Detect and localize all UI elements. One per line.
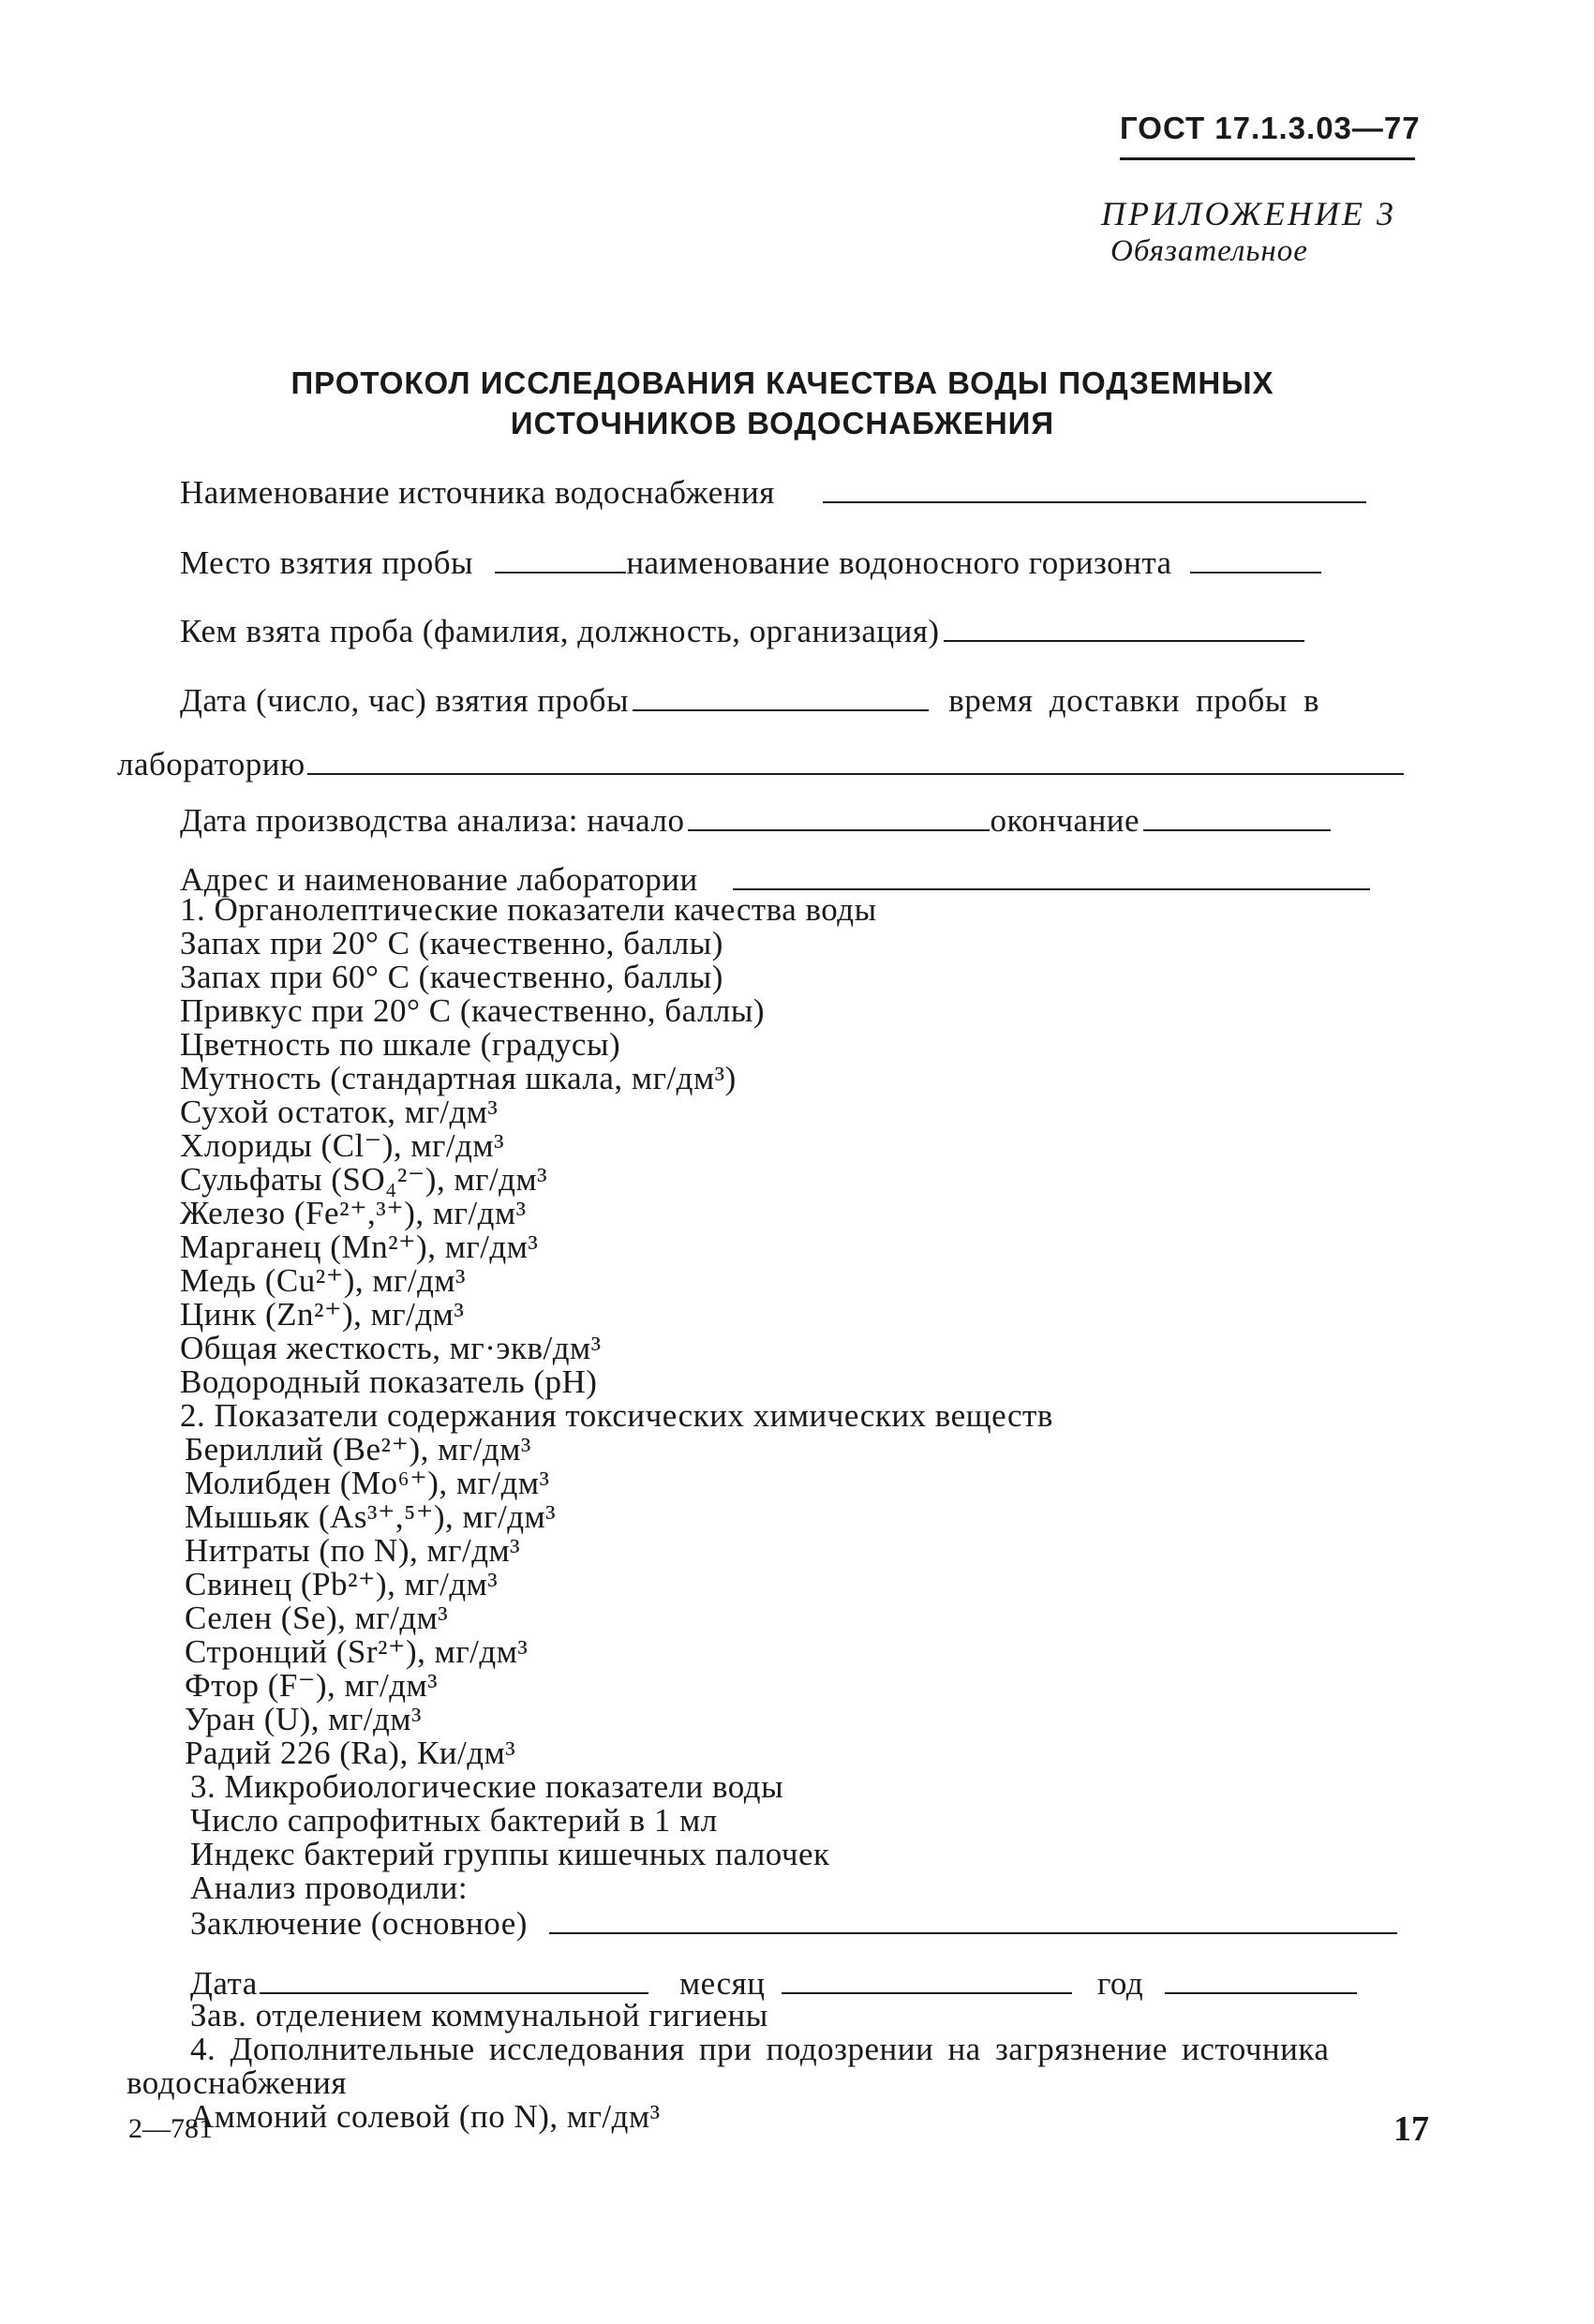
- section3-item: Число сапрофитных бактерий в 1 мл: [190, 1802, 718, 1839]
- section2-item: Бериллий (Be²⁺), мг/дм³: [185, 1431, 531, 1467]
- sample-place-field[interactable]: [495, 544, 626, 574]
- source-name-row: [180, 473, 1366, 512]
- section1-item: Цветность по шкале (градусы): [180, 1026, 621, 1063]
- section2-heading: 2. Показатели содержания токсических химических веществ: [180, 1397, 1053, 1434]
- aquifer-label: наименование водоносного горизонта: [626, 544, 1172, 581]
- section1-item: Сульфаты (SO₄²⁻), мг/дм³: [180, 1161, 548, 1198]
- date-label: Дата: [190, 1965, 258, 2002]
- section2-item: Селен (Se), мг/дм³: [185, 1600, 449, 1636]
- conclusion-row: [190, 1904, 1397, 1943]
- page-number: 17: [1393, 2109, 1429, 2149]
- analysis-date-label: Дата производства анализа: начало: [180, 802, 685, 839]
- section1-item: Марганец (Mn²⁺), мг/дм³: [180, 1229, 539, 1265]
- lab-address-field[interactable]: [733, 860, 1370, 890]
- sample-date-row: [180, 681, 1319, 720]
- section1-item: Цинк (Zn²⁺), мг/дм³: [180, 1296, 465, 1333]
- section1-item: Хлориды (Cl⁻), мг/дм³: [180, 1127, 505, 1164]
- source-name-field[interactable]: [823, 473, 1366, 503]
- section2-item: Нитраты (по N), мг/дм³: [185, 1532, 521, 1569]
- print-code: 2—781: [128, 2113, 213, 2144]
- section3-item: Индекс бактерий группы кишечных палочек: [190, 1836, 830, 1872]
- section4-item: Аммоний солевой (по N), мг/дм³: [190, 2098, 661, 2135]
- document-title-line1: ПРОТОКОЛ ИССЛЕДОВАНИЯ КАЧЕСТВА ВОДЫ ПОДЗЕМНЫХ: [290, 365, 1274, 400]
- year-label: год: [1096, 1965, 1144, 2002]
- conclusion-field[interactable]: [549, 1904, 1397, 1934]
- appendix-label: ПРИЛОЖЕНИЕ 3: [1101, 195, 1396, 232]
- section2-item: Мышьяк (As³⁺,⁵⁺), мг/дм³: [185, 1498, 557, 1535]
- month-field[interactable]: [782, 1964, 1072, 1994]
- sample-place-row: [180, 544, 1321, 582]
- conclusion-label: Заключение (основное): [190, 1905, 528, 1942]
- date-field[interactable]: [260, 1964, 648, 1994]
- section2-item: Стронций (Sr²⁺), мг/дм³: [185, 1633, 529, 1670]
- section1-item: Запах при 60° С (качественно, баллы): [180, 959, 723, 995]
- month-label: месяц: [679, 1965, 766, 2002]
- section1-item: Железо (Fe²⁺,³⁺), мг/дм³: [180, 1195, 527, 1231]
- header-rule: [1120, 157, 1415, 160]
- analysis-start-field[interactable]: [688, 801, 990, 831]
- section1-item: Запах при 20° С (качественно, баллы): [180, 925, 723, 961]
- section3-item: Анализ проводили:: [190, 1870, 469, 1906]
- sampled-by-field[interactable]: [944, 612, 1304, 642]
- section1-item: Мутность (стандартная шкала, мг/дм³): [180, 1060, 737, 1096]
- sample-date-label: Дата (число, час) взятия пробы: [180, 682, 629, 719]
- delivery-time-label: время доставки пробы в: [948, 682, 1320, 719]
- section2-item: Молибден (Mo⁶⁺), мг/дм³: [185, 1465, 550, 1501]
- aquifer-field[interactable]: [1190, 544, 1321, 574]
- source-name-label: Наименование источника водоснабжения: [180, 474, 775, 511]
- section1-item: Медь (Cu²⁺), мг/дм³: [180, 1262, 467, 1299]
- laboratory-label: лабораторию: [117, 746, 305, 782]
- section1-item: Водородный показатель (pH): [180, 1363, 598, 1400]
- document-title-line2: ИСТОЧНИКОВ ВОДОСНАБЖЕНИЯ: [510, 406, 1055, 440]
- section1-item: Общая жесткость, мг·экв/дм³: [180, 1330, 602, 1366]
- section2-item: Свинец (Pb²⁺), мг/дм³: [185, 1566, 499, 1602]
- section1-heading: 1. Органолептические показатели качества воды: [180, 891, 877, 928]
- analysis-end-field[interactable]: [1143, 801, 1331, 831]
- section1-item: Сухой остаток, мг/дм³: [180, 1094, 499, 1130]
- standard-number: ГОСТ 17.1.3.03—77: [1120, 111, 1421, 145]
- section2-item: Фтор (F⁻), мг/дм³: [185, 1667, 439, 1704]
- sample-date-field[interactable]: [633, 681, 929, 711]
- section4-heading-cont: водоснабжения: [127, 2064, 348, 2101]
- section3-heading: 3. Микробиологические показатели воды: [190, 1768, 784, 1805]
- sampled-by-row: [180, 612, 1304, 650]
- lab-address-label: Адрес и наименование лаборатории: [180, 861, 698, 898]
- section2-item: Уран (U), мг/дм³: [185, 1701, 422, 1737]
- appendix-note: Обязательное: [1110, 234, 1308, 268]
- section4-heading: 4. Дополнительные исследования при подозрении на загрязнение источника: [190, 2031, 1330, 2067]
- year-field[interactable]: [1165, 1964, 1357, 1994]
- analysis-end-label: окончание: [990, 802, 1140, 839]
- laboratory-row: [117, 745, 1404, 783]
- sample-place-label: Место взятия пробы: [180, 544, 474, 581]
- section1-item: Привкус при 20° С (качественно, баллы): [180, 992, 766, 1029]
- laboratory-field[interactable]: [307, 745, 1404, 775]
- department-head: Зав. отделением коммунальной гигиены: [190, 1997, 768, 2034]
- section2-item: Радий 226 (Ra), Ки/дм³: [185, 1735, 516, 1771]
- analysis-date-row: [180, 801, 1331, 840]
- sampled-by-label: Кем взята проба (фамилия, должность, организация): [180, 613, 940, 649]
